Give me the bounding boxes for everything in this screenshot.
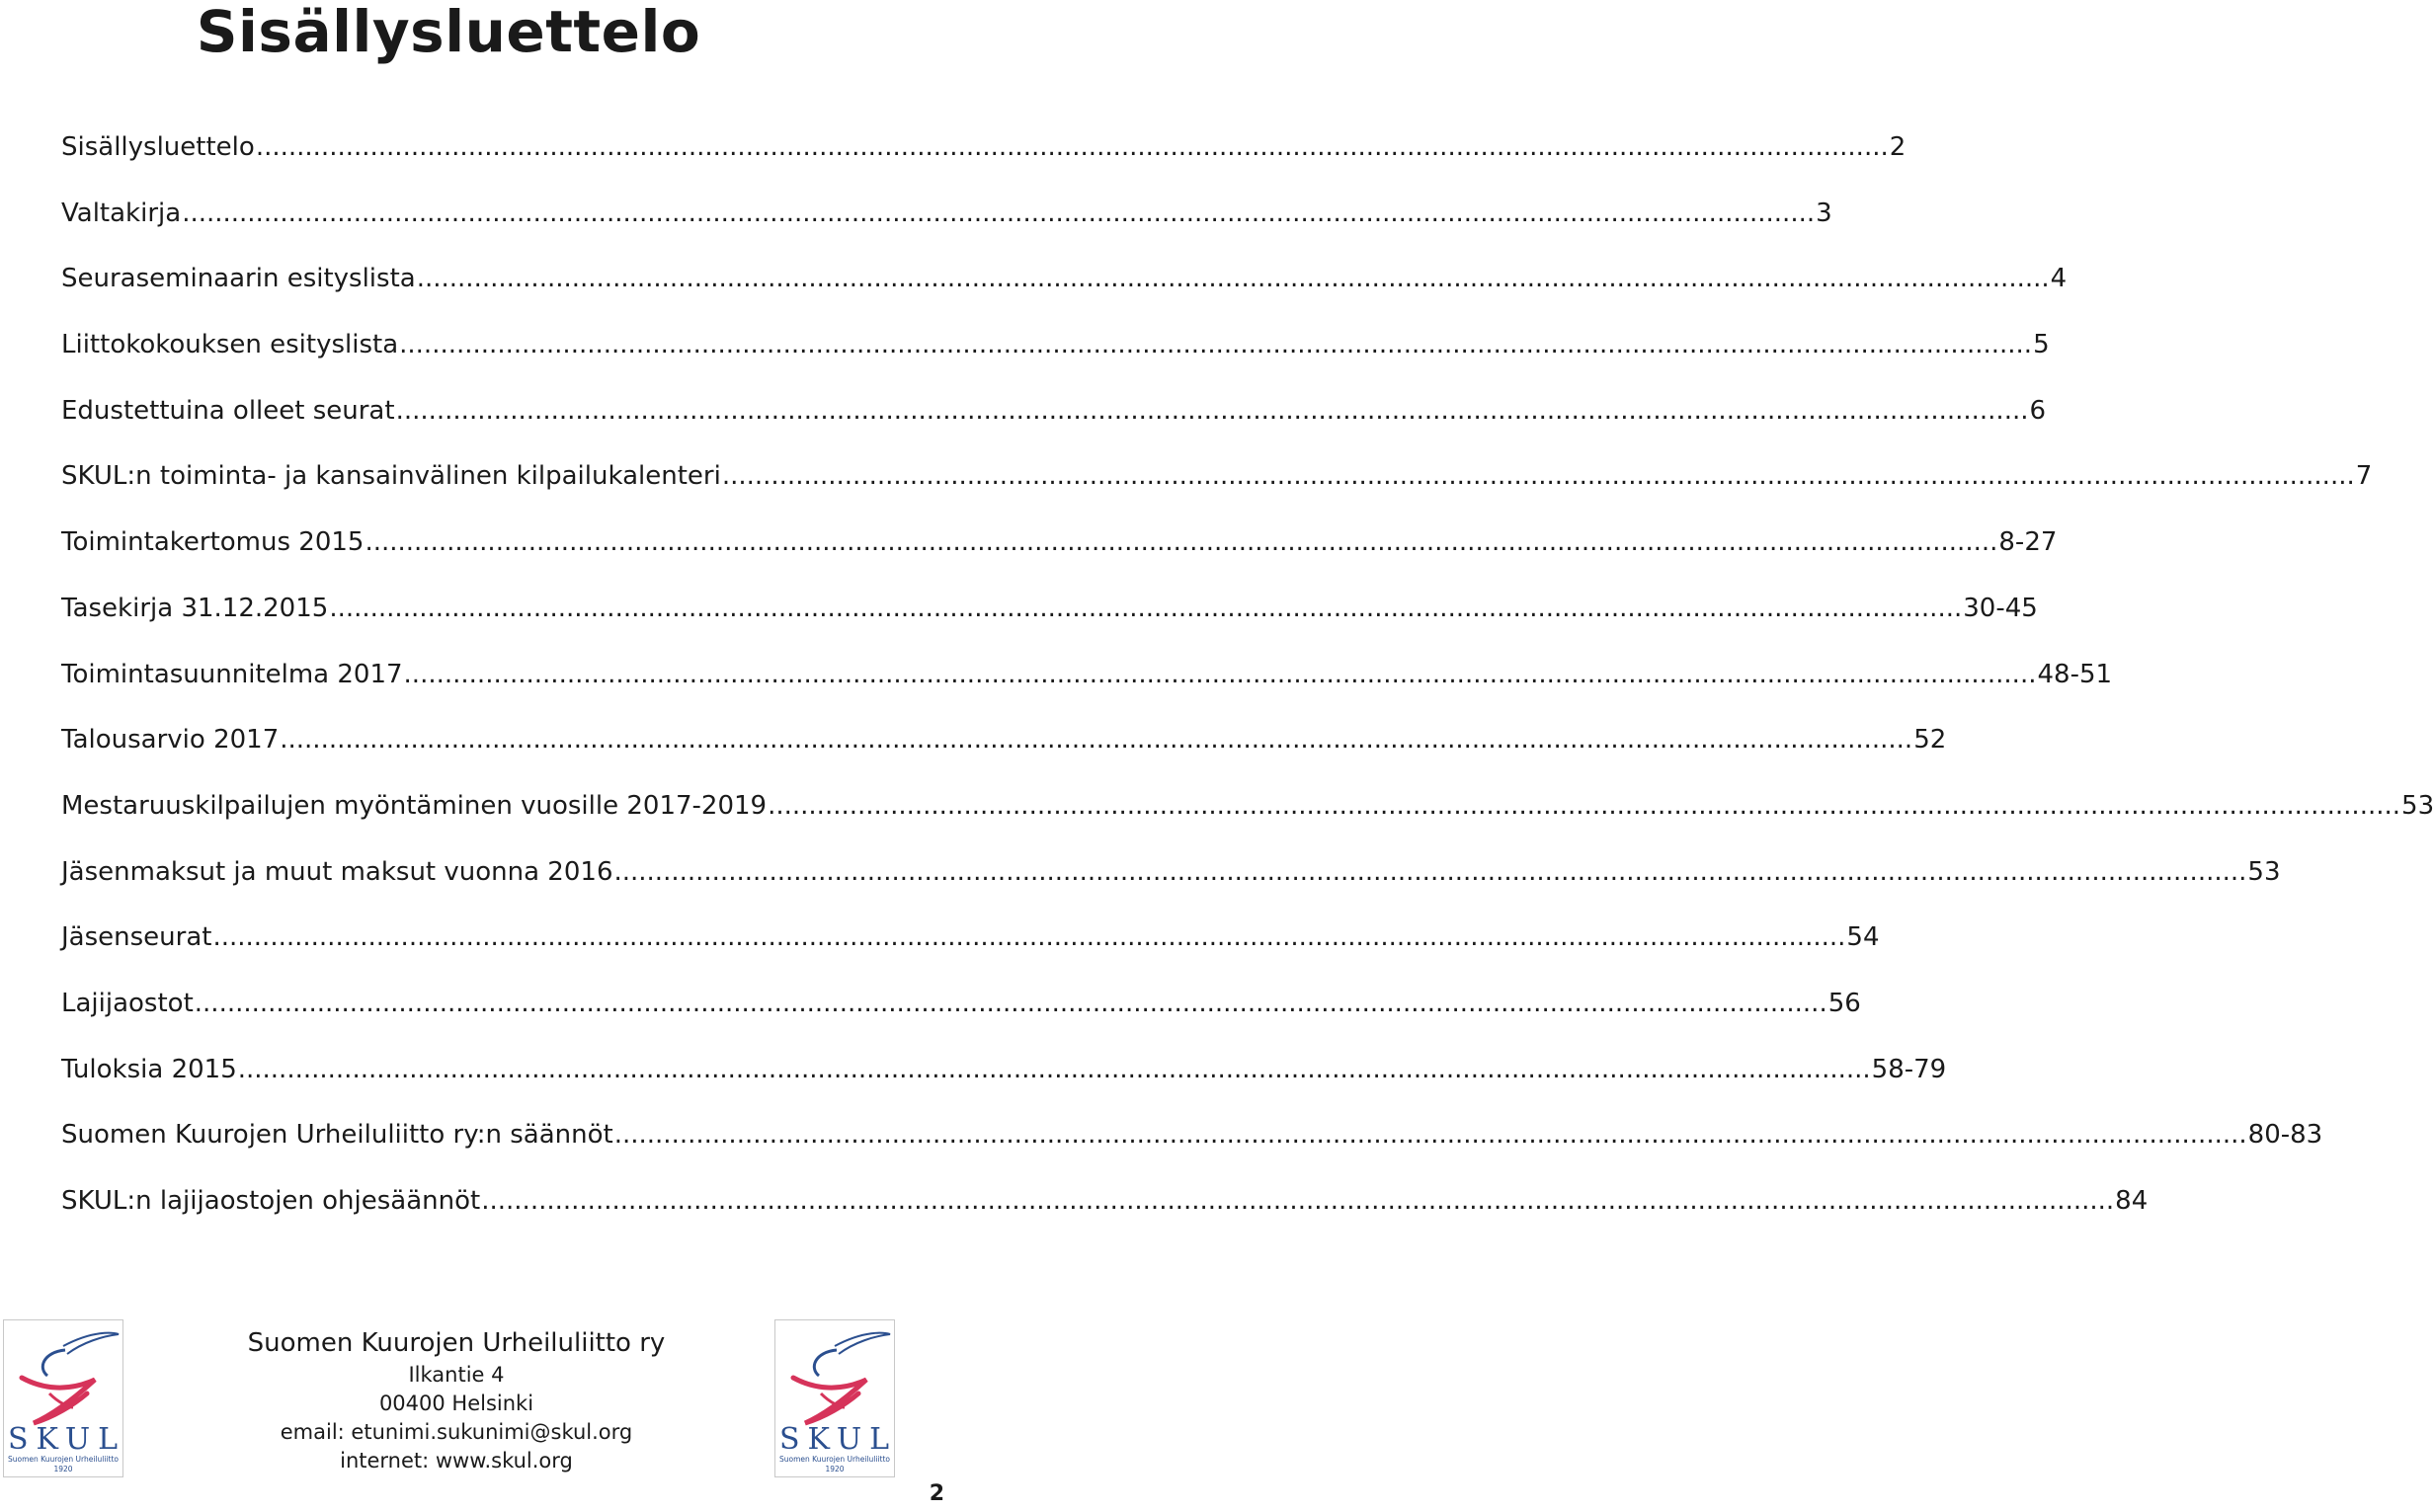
toc-entry-page: 53 <box>2247 856 2281 887</box>
toc-entry <box>61 781 2434 847</box>
toc-entry-page: 53 <box>2401 790 2434 821</box>
toc-entry <box>61 451 2373 517</box>
toc-entry <box>61 847 2281 914</box>
logo-year: 1920 <box>825 1465 845 1473</box>
logo-wordmark: SKUL <box>779 1422 898 1457</box>
toc-entry-label: Suomen Kuurojen Urheiluliitto ry:n säännöt <box>61 1120 613 1151</box>
logo-wordmark: SKUL <box>8 1422 126 1457</box>
toc-entry-page: 58-79 <box>1871 1054 1947 1084</box>
toc-leader-dots: ........................................................................................................................................................................................................ <box>399 330 2033 360</box>
toc-entry <box>61 386 2047 452</box>
toc-entry-page: 80-83 <box>2247 1120 2323 1151</box>
toc-leader-dots: ........................................................................................................................................................................................................ <box>237 1054 1871 1084</box>
toc-entry-label: Lajijaostot <box>61 988 194 1018</box>
toc-leader-dots: ........................................................................................................................................................................................................ <box>194 988 1827 1018</box>
toc-leader-dots: ........................................................................................................................................................................................................ <box>481 1186 2115 1216</box>
toc-entry <box>61 715 1947 781</box>
page-number: 2 <box>929 1481 944 1506</box>
toc-leader-dots: ........................................................................................................................................................................................................ <box>395 395 2029 426</box>
toc-entry-page: 54 <box>1846 922 1880 953</box>
toc-leader-dots: ........................................................................................................................................................................................................ <box>280 725 1913 756</box>
toc-entry <box>61 122 1907 189</box>
logo-subtitle: Suomen Kuurojen Urheiluliitto <box>779 1455 891 1464</box>
toc-leader-dots: ........................................................................................................................................................................................................ <box>416 264 2050 294</box>
footer-internet: internet: www.skul.org <box>340 1449 573 1472</box>
toc-entry-page: 6 <box>2029 395 2047 426</box>
toc-entry-page: 3 <box>1816 198 1832 228</box>
toc-entry <box>61 189 1832 255</box>
toc-entry-label: Valtakirja <box>61 198 182 228</box>
footer-street: Ilkantie 4 <box>408 1363 505 1387</box>
page-title: Sisällysluettelo <box>196 0 701 65</box>
skul-logo-left <box>3 1319 126 1477</box>
toc-entry <box>61 517 2058 584</box>
toc-entry-page: 4 <box>2050 264 2068 294</box>
toc-entry-page: 7 <box>2355 461 2373 492</box>
toc-entry-label: Tasekirja 31.12.2015 <box>61 593 329 623</box>
toc-entry <box>61 979 1861 1045</box>
toc-entry-page: 5 <box>2033 330 2050 360</box>
toc-leader-dots: ........................................................................................................................................................................................................ <box>182 198 1816 228</box>
toc-entry <box>61 320 2050 386</box>
toc-entry-page: 2 <box>1889 132 1907 162</box>
toc-leader-dots: ........................................................................................................................................................................................................ <box>768 790 2401 821</box>
logo-subtitle: Suomen Kuurojen Urheiluliitto <box>8 1455 120 1464</box>
toc-leader-dots: ........................................................................................................................................................................................................ <box>255 132 1889 162</box>
toc-entry-page: 56 <box>1827 988 1861 1018</box>
toc-entry-label: Edustettuina olleet seurat <box>61 395 395 426</box>
toc-leader-dots: ........................................................................................................................................................................................................ <box>329 593 1963 623</box>
toc-leader-dots: ........................................................................................................................................................................................................ <box>212 922 1846 953</box>
toc-entry-label: Mestaruuskilpailujen myöntäminen vuosille 2017-2019 <box>61 790 768 821</box>
toc-leader-dots: ........................................................................................................................................................................................................ <box>613 856 2247 887</box>
toc-entry-label: Sisällysluettelo <box>61 132 255 162</box>
logo-year: 1920 <box>53 1465 73 1473</box>
toc-leader-dots: ........................................................................................................................................................................................................ <box>403 659 2037 689</box>
toc-entry-label: Tuloksia 2015 <box>61 1054 237 1084</box>
toc-entry <box>61 650 2113 716</box>
toc-entry <box>61 1110 2323 1176</box>
toc-entry-label: Talousarvio 2017 <box>61 725 280 756</box>
toc-entry-page: 48-51 <box>2037 659 2113 689</box>
toc-entry-page: 30-45 <box>1963 593 2038 623</box>
toc-entry-label: Toimintakertomus 2015 <box>61 527 365 558</box>
toc-entry-label: Jäsenseurat <box>61 922 212 953</box>
toc-entry-label: Seuraseminaarin esityslista <box>61 264 416 294</box>
skul-logo-right <box>774 1319 898 1477</box>
toc-entry <box>61 1045 1947 1111</box>
toc-entry-page: 52 <box>1913 725 1947 756</box>
toc-entry-page: 8-27 <box>1998 527 2058 558</box>
toc-entry <box>61 913 1880 979</box>
toc-entry-label: SKUL:n lajijaostojen ohjesäännöt <box>61 1186 481 1216</box>
toc-leader-dots: ........................................................................................................................................................................................................ <box>721 461 2355 492</box>
toc-leader-dots: ........................................................................................................................................................................................................ <box>613 1120 2247 1151</box>
footer-email: email: etunimi.sukunimi@skul.org <box>280 1420 633 1444</box>
footer-org: Suomen Kuurojen Urheiluliitto ry <box>247 1328 666 1358</box>
toc-entry-label: Jäsenmaksut ja muut maksut vuonna 2016 <box>61 856 613 887</box>
toc-entry <box>61 254 2068 320</box>
toc-entry-label: Toimintasuunnitelma 2017 <box>61 659 403 689</box>
table-of-contents <box>61 122 2434 1242</box>
footer-address <box>198 1325 715 1475</box>
toc-entry-label: SKUL:n toiminta- ja kansainvälinen kilpailukalenteri <box>61 461 721 492</box>
toc-leader-dots: ........................................................................................................................................................................................................ <box>365 527 1998 558</box>
toc-entry <box>61 1176 2149 1242</box>
toc-entry <box>61 584 2038 650</box>
toc-entry-label: Liittokokouksen esityslista <box>61 330 399 360</box>
footer-city: 00400 Helsinki <box>378 1392 534 1415</box>
toc-entry-page: 84 <box>2115 1186 2149 1216</box>
